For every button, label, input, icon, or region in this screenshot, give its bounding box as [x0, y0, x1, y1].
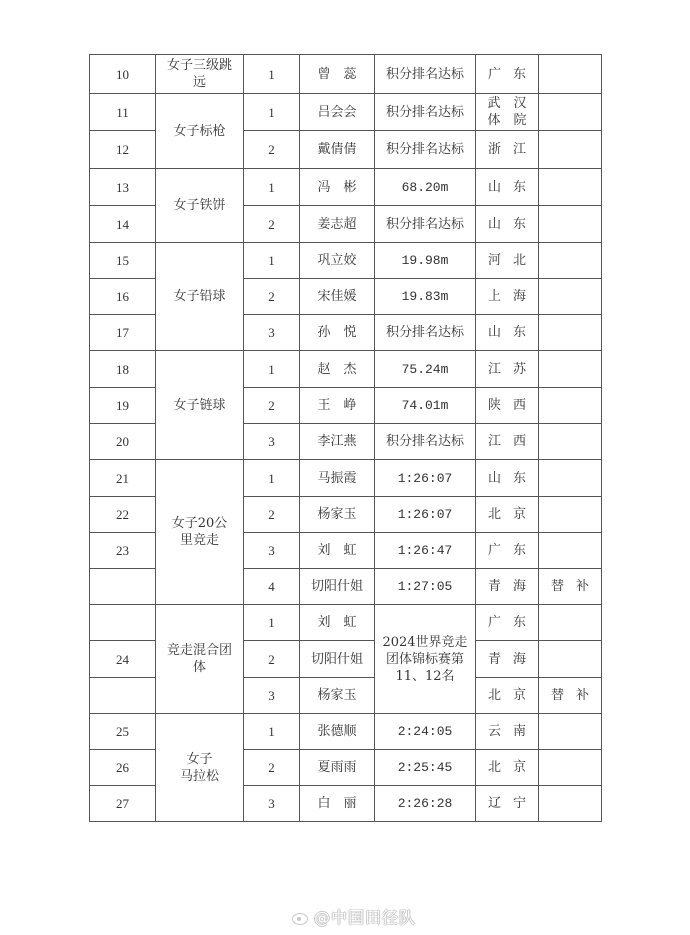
seq-cell: 14: [90, 206, 156, 243]
qualification-cell: [375, 605, 476, 714]
qualification-cell: 1:26:07: [375, 460, 476, 497]
seq-cell: 18: [90, 351, 156, 388]
unit-char: 上: [488, 289, 502, 304]
seq-cell: [90, 605, 156, 641]
qual-line: 团体锦标赛第: [385, 651, 464, 667]
unit-char: 东: [512, 325, 526, 340]
unit-cell: [476, 131, 539, 169]
unit-cell: [476, 315, 539, 351]
unit-char: 汉: [513, 96, 527, 111]
table-row: [90, 169, 602, 206]
unit-char: 北: [488, 760, 502, 775]
unit-char: 东: [512, 179, 526, 195]
qualification-cell: 75.24m: [375, 351, 476, 388]
name-cell: 戴倩倩: [300, 131, 375, 169]
order-cell: 3: [244, 315, 300, 351]
order-cell: 1: [244, 169, 300, 206]
seq-cell: 26: [90, 750, 156, 786]
qualification-cell: 2:25:45: [375, 750, 476, 786]
unit-char: 海: [512, 651, 526, 667]
seq-cell: 22: [90, 497, 156, 533]
unit-cell: [476, 169, 539, 206]
event-cell: [156, 605, 244, 714]
seq-cell: 25: [90, 714, 156, 750]
unit-char: 海: [512, 579, 526, 594]
name-cell: 张德顺: [300, 714, 375, 750]
qualification-cell: 1:27:05: [375, 569, 476, 605]
seq-cell: 19: [90, 388, 156, 424]
name-cell: 宋佳媛: [300, 279, 375, 315]
name-cell: 马振霞: [300, 460, 375, 497]
unit-cell: [476, 351, 539, 388]
name-cell: 赵 杰: [300, 351, 375, 388]
unit-char: 南: [512, 724, 526, 739]
event-cell: 女子链球: [156, 351, 244, 460]
seq-cell: 17: [90, 315, 156, 351]
unit-char: 北: [512, 253, 526, 268]
order-cell: 1: [244, 460, 300, 497]
unit-char: 山: [488, 179, 502, 195]
table-row: [90, 94, 602, 131]
order-cell: 1: [244, 605, 300, 641]
event-line: 远: [192, 75, 206, 90]
qualification-cell: 积分排名达标: [375, 315, 476, 351]
note-cell: [539, 279, 602, 315]
qualification-cell: 2:26:28: [375, 786, 476, 822]
note-cell: [539, 678, 602, 714]
name-cell: 杨家玉: [300, 678, 375, 714]
unit-char: 浙: [488, 142, 502, 157]
seq-cell: 15: [90, 243, 156, 279]
unit-char: 江: [488, 434, 502, 449]
note-cell: [539, 424, 602, 460]
table-row: [90, 55, 602, 94]
unit-char: 西: [512, 434, 526, 449]
note-cell: [539, 55, 602, 94]
unit-cell: [476, 605, 539, 641]
qualification-cell: 19.98m: [375, 243, 476, 279]
unit-char: 东: [512, 470, 526, 486]
note-cell: [539, 750, 602, 786]
event-line: 女子20公: [171, 516, 228, 531]
unit-char: 山: [488, 470, 502, 486]
unit-char: 苏: [512, 361, 526, 377]
name-cell: 杨家玉: [300, 497, 375, 533]
unit-char: 海: [512, 289, 526, 304]
qualification-cell: 积分排名达标: [375, 55, 476, 94]
order-cell: 1: [244, 55, 300, 94]
event-line: 马拉松: [179, 768, 219, 784]
seq-cell: [90, 678, 156, 714]
note-cell: [539, 206, 602, 243]
unit-char: 山: [488, 325, 502, 340]
qualification-cell: 19.83m: [375, 279, 476, 315]
note-cell: [539, 460, 602, 497]
qual-line: 2024世界竞走: [382, 634, 468, 650]
seq-cell: [90, 569, 156, 605]
note-char: 替: [551, 579, 565, 594]
note-cell: [539, 605, 602, 641]
unit-char: 西: [512, 398, 526, 413]
name-cell: 姜志超: [300, 206, 375, 243]
note-cell: [539, 94, 602, 131]
note-cell: [539, 351, 602, 388]
order-cell: 2: [244, 750, 300, 786]
unit-char: 京: [512, 507, 526, 522]
name-cell: 切阳什姐: [300, 569, 375, 605]
unit-char: 广: [488, 543, 502, 558]
qualification-cell: 积分排名达标: [375, 131, 476, 169]
seq-cell: 23: [90, 533, 156, 569]
event-line: 里竞走: [179, 533, 219, 548]
note-cell: [539, 131, 602, 169]
unit-char: 江: [512, 142, 526, 157]
seq-cell: 27: [90, 786, 156, 822]
qualification-cell: 积分排名达标: [375, 206, 476, 243]
qualification-cell: 1:26:07: [375, 497, 476, 533]
qualification-cell: 2:24:05: [375, 714, 476, 750]
seq-cell: 16: [90, 279, 156, 315]
unit-char: 武: [487, 96, 501, 111]
unit-char: 辽: [488, 796, 502, 811]
order-cell: 2: [244, 206, 300, 243]
qualification-cell: 68.20m: [375, 169, 476, 206]
name-cell: 冯 彬: [300, 169, 375, 206]
name-cell: 王 峥: [300, 388, 375, 424]
unit-cell: [476, 641, 539, 678]
unit-char: 东: [512, 216, 526, 232]
unit-cell: [476, 714, 539, 750]
table-row: [90, 460, 602, 497]
unit-cell: [476, 569, 539, 605]
unit-cell: [476, 206, 539, 243]
unit-cell: [476, 750, 539, 786]
unit-cell: [476, 533, 539, 569]
unit-cell: [476, 94, 539, 131]
name-cell: 切阳什姐: [300, 641, 375, 678]
unit-cell: [476, 460, 539, 497]
unit-char: 京: [512, 688, 526, 703]
unit-cell: [476, 786, 539, 822]
event-line: 女子三级跳: [166, 58, 232, 73]
seq-cell: 21: [90, 460, 156, 497]
watermark-text: @中国田径队: [314, 908, 417, 927]
name-cell: 刘 虹: [300, 533, 375, 569]
qualification-cell: 积分排名达标: [375, 94, 476, 131]
qualification-cell: 74.01m: [375, 388, 476, 424]
seq-cell: 13: [90, 169, 156, 206]
unit-cell: [476, 497, 539, 533]
seq-cell: 12: [90, 131, 156, 169]
name-cell: 李江燕: [300, 424, 375, 460]
table-row: [90, 605, 602, 641]
unit-cell: [476, 279, 539, 315]
qual-line: 11、12名: [395, 668, 455, 684]
note-cell: [539, 388, 602, 424]
order-cell: 2: [244, 497, 300, 533]
seq-cell: 24: [90, 641, 156, 678]
unit-char: 北: [488, 688, 502, 703]
seq-cell: 20: [90, 424, 156, 460]
note-cell: [539, 714, 602, 750]
name-cell: 曾 蕊: [300, 55, 375, 94]
unit-char: 青: [488, 579, 502, 594]
unit-char: 体: [487, 113, 501, 128]
name-cell: 巩立姣: [300, 243, 375, 279]
order-cell: 1: [244, 351, 300, 388]
unit-char: 云: [488, 724, 502, 739]
order-cell: 4: [244, 569, 300, 605]
note-cell: [539, 169, 602, 206]
unit-char: 青: [488, 651, 502, 667]
event-line: 竞走混合团: [166, 643, 232, 658]
unit-char: 东: [512, 66, 526, 82]
event-cell: [156, 714, 244, 822]
seq-cell: 11: [90, 94, 156, 131]
order-cell: 3: [244, 678, 300, 714]
note-char: 补: [575, 688, 589, 703]
unit-cell: [476, 388, 539, 424]
order-cell: 2: [244, 279, 300, 315]
unit-char: 广: [488, 615, 502, 630]
qualification-cell: 1:26:47: [375, 533, 476, 569]
order-cell: 1: [244, 94, 300, 131]
unit-cell: [476, 424, 539, 460]
event-line: 女子: [186, 751, 213, 767]
unit-char: 广: [488, 66, 502, 82]
unit-cell: [476, 678, 539, 714]
athlete-roster-table: [89, 54, 602, 822]
name-cell: 夏雨雨: [300, 750, 375, 786]
order-cell: 3: [244, 533, 300, 569]
note-cell: [539, 315, 602, 351]
order-cell: 2: [244, 641, 300, 678]
order-cell: 3: [244, 786, 300, 822]
order-cell: 1: [244, 714, 300, 750]
name-cell: 刘 虹: [300, 605, 375, 641]
name-cell: 白 丽: [300, 786, 375, 822]
unit-cell: [476, 243, 539, 279]
note-cell: [539, 786, 602, 822]
unit-char: 河: [488, 253, 502, 268]
unit-char: 东: [512, 615, 526, 630]
note-cell: [539, 497, 602, 533]
event-line: 体: [192, 660, 206, 675]
note-cell: [539, 641, 602, 678]
name-cell: 吕会会: [300, 94, 375, 131]
weibo-icon: [290, 909, 310, 925]
order-cell: 3: [244, 424, 300, 460]
note-char: 替: [551, 688, 565, 703]
unit-char: 京: [512, 760, 526, 775]
order-cell: 2: [244, 131, 300, 169]
order-cell: 1: [244, 243, 300, 279]
note-cell: [539, 243, 602, 279]
unit-char: 院: [513, 113, 527, 128]
event-cell: 女子标枪: [156, 94, 244, 169]
table-row: [90, 243, 602, 279]
event-cell: 女子铅球: [156, 243, 244, 351]
unit-char: 山: [488, 216, 502, 232]
seq-cell: 10: [90, 55, 156, 94]
name-cell: 孙 悦: [300, 315, 375, 351]
table-row: [90, 714, 602, 750]
table-row: [90, 351, 602, 388]
unit-char: 陕: [488, 398, 502, 413]
unit-cell: [476, 55, 539, 94]
note-cell: [539, 533, 602, 569]
order-cell: 2: [244, 388, 300, 424]
unit-char: 宁: [512, 796, 526, 811]
unit-char: 东: [512, 543, 526, 558]
event-cell: [156, 55, 244, 94]
unit-char: 北: [488, 507, 502, 522]
qualification-cell: 积分排名达标: [375, 424, 476, 460]
note-char: 补: [575, 579, 589, 594]
unit-char: 江: [488, 361, 502, 377]
weibo-watermark: [290, 905, 416, 928]
event-cell: [156, 460, 244, 605]
event-cell: 女子铁饼: [156, 169, 244, 243]
note-cell: [539, 569, 602, 605]
